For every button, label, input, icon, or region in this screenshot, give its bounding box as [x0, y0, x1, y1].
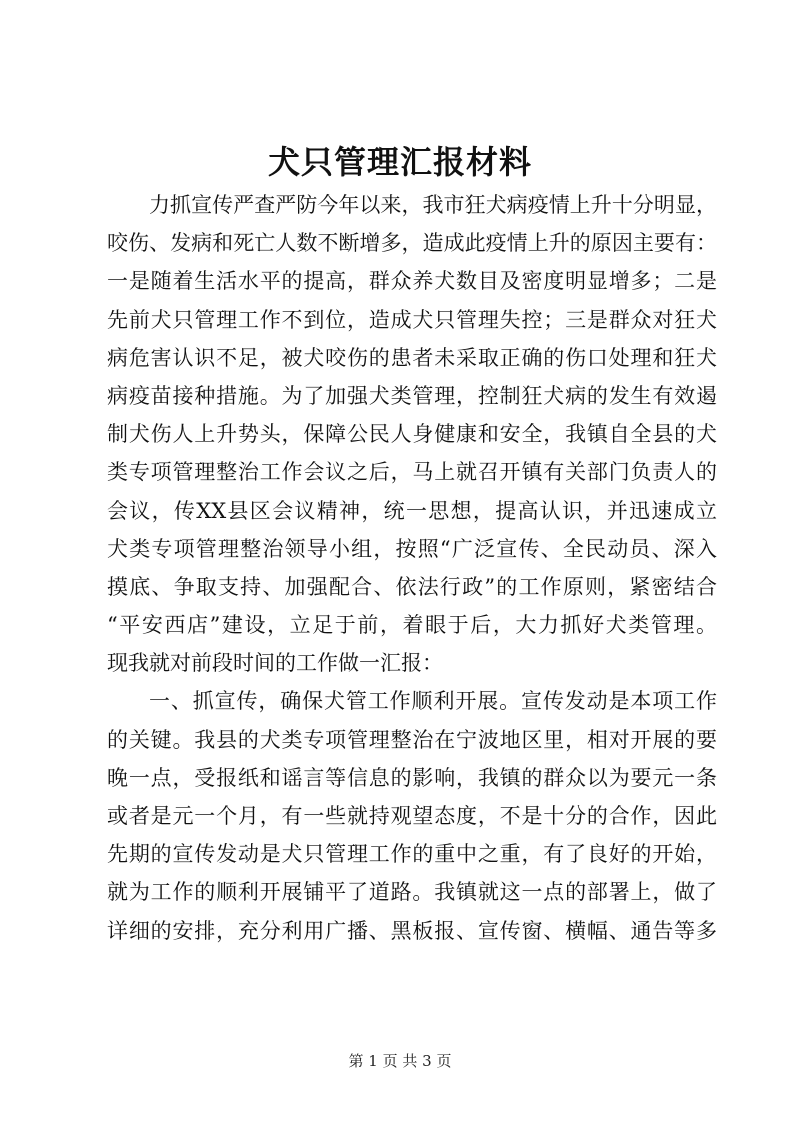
paragraph-line: 一、抓宣传，确保犬管工作顺利开展。宣传发动是本项工作 [149, 689, 717, 714]
paragraph-line: 会议，传XX县区会议精神，统一思想，提高认识，并迅速成立 [107, 498, 717, 523]
paragraph-line: 摸底、争取支持、加强配合、依法行政”的工作原则，紧密结合 [107, 574, 717, 599]
paragraph-line: 力抓宣传严查严防今年以来，我市狂犬病疫情上升十分明显， [149, 193, 717, 217]
paragraph-line: 详细的安排，充分利用广播、黑板报、宣传窗、横幅、通告等多 [107, 918, 717, 943]
paragraph-line: 先前犬只管理工作不到位，造成犬只管理失控；三是群众对狂犬 [107, 307, 717, 332]
page-footer: 第 1 页 共 3 页 [348, 1052, 452, 1070]
document-body [107, 186, 717, 950]
paragraph-line: 制犬伤人上升势头，保障公民人身健康和安全，我镇自全县的犬 [107, 422, 717, 447]
paragraph-line: 先期的宣传发动是犬只管理工作的重中之重，有了良好的开始， [107, 842, 717, 867]
paragraph-line: 病疫苗接种措施。为了加强犬类管理，控制狂犬病的发生有效遏 [107, 383, 717, 408]
paragraph-line: 的关键。我县的犬类专项管理整治在宁波地区里，相对开展的要 [107, 727, 717, 752]
paragraph-line: 犬类专项管理整治领导小组，按照“广泛宣传、全民动员、深入 [107, 536, 717, 561]
paragraph-line: 一是随着生活水平的提高，群众养犬数目及密度明显增多；二是 [107, 269, 717, 294]
paragraph-line: 咬伤、发病和死亡人数不断增多，造成此疫情上升的原因主要有： [107, 231, 717, 256]
paragraph-line: 类专项管理整治工作会议之后，马上就召开镇有关部门负责人的 [107, 460, 717, 485]
paragraph-line: 病危害认识不足，被犬咬伤的患者未采取正确的伤口处理和狂犬 [107, 345, 717, 370]
paragraph-line: 就为工作的顺利开展铺平了道路。我镇就这一点的部署上，做了 [107, 880, 717, 905]
paragraph-line: “平安西店”建设，立足于前，着眼于后，大力抓好犬类管理。 [107, 613, 717, 638]
document-title: 犬只管理汇报材料 [267, 143, 532, 181]
paragraph-line: 晚一点，受报纸和谣言等信息的影响，我镇的群众以为要元一条 [107, 765, 717, 790]
paragraph-line: 或者是元一个月，有一些就持观望态度，不是十分的合作，因此 [107, 804, 717, 828]
paragraph-line: 现我就对前段时间的工作做一汇报： [107, 651, 443, 676]
